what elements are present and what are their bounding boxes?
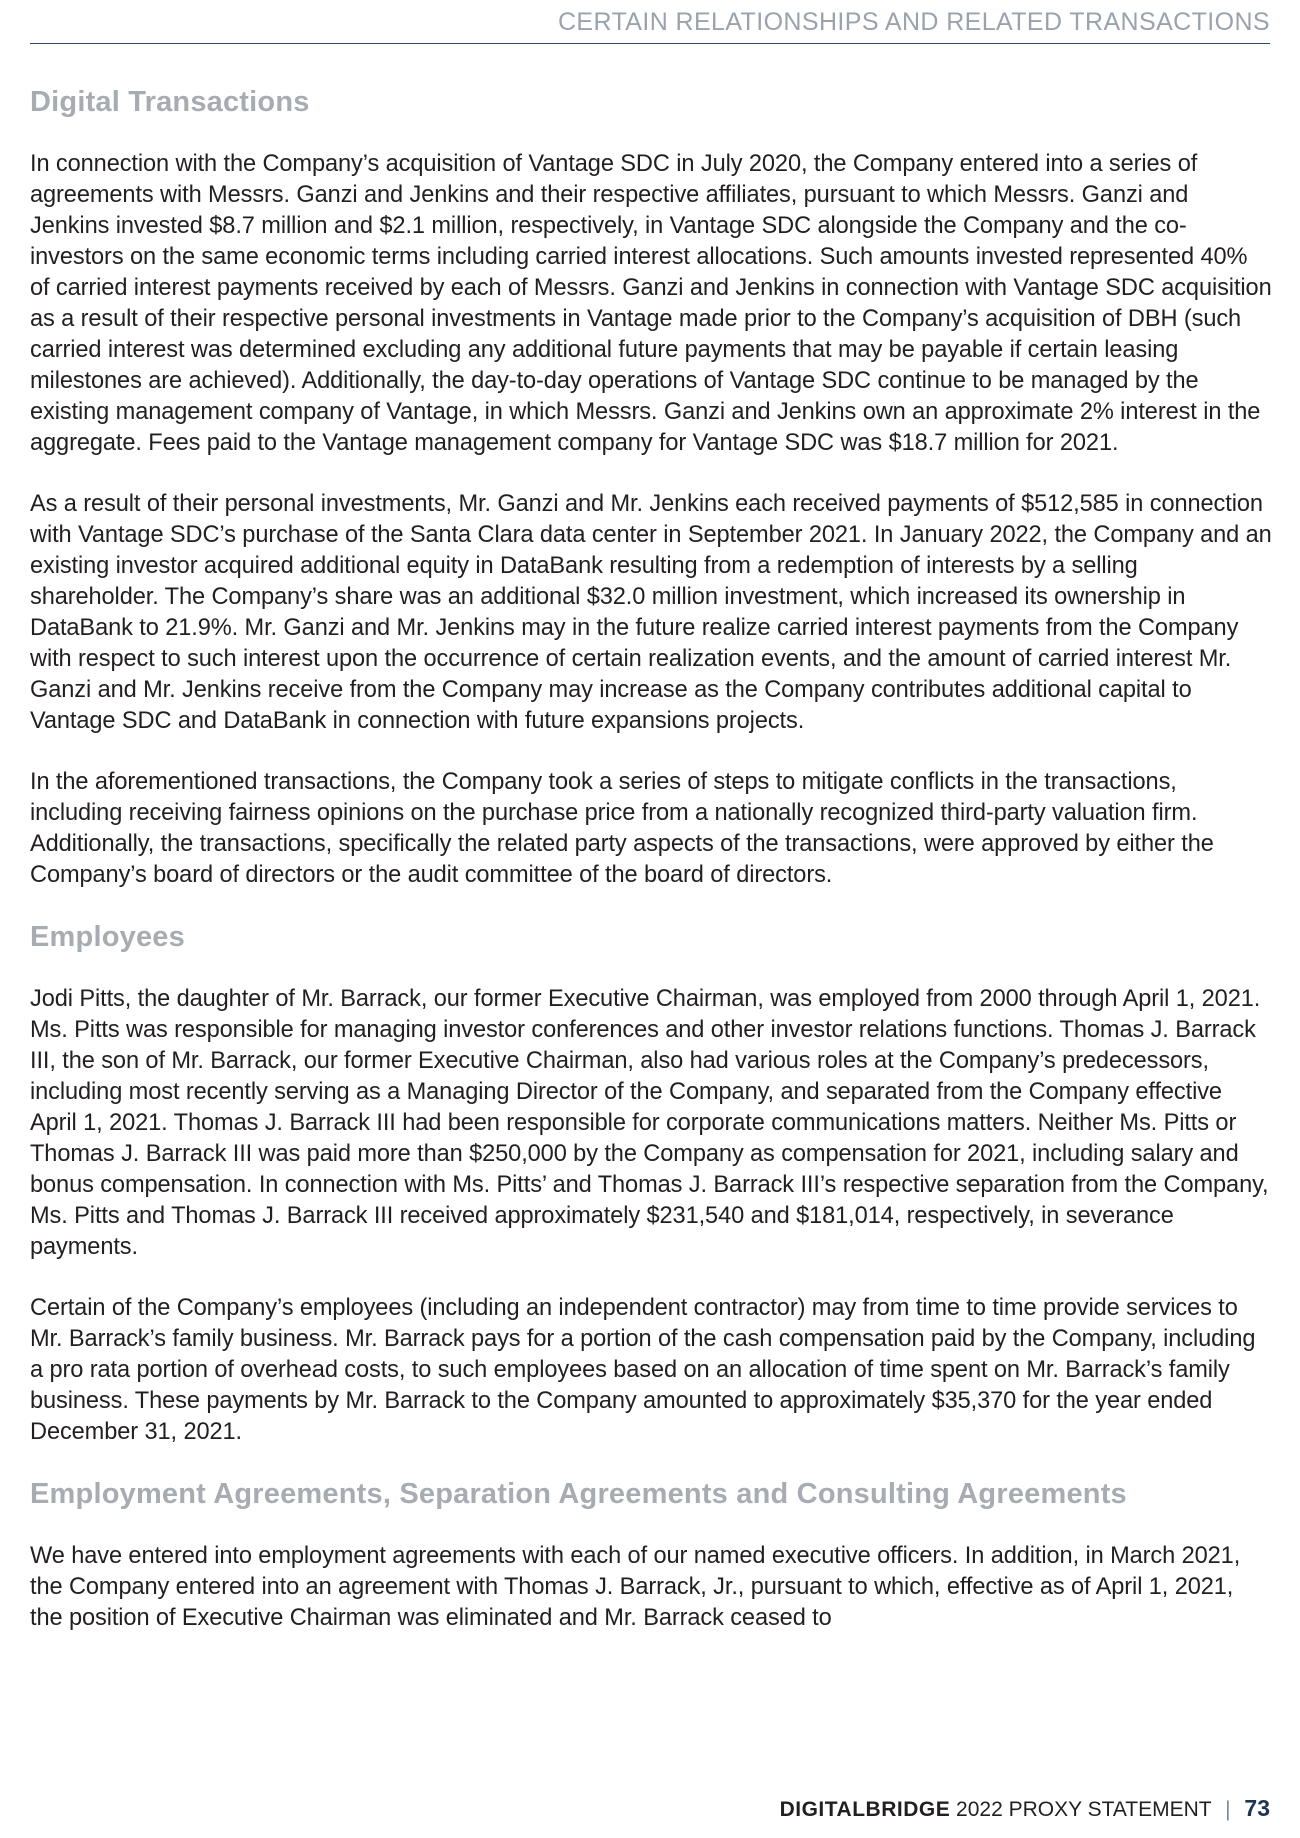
footer-separator: | [1225,1798,1231,1821]
paragraph: In connection with the Company’s acquisition of Vantage SDC in July 2020, the Company entered into a series of agreements with Messrs. Ganzi and Jenkins and their respective affiliates, pursuant to which Messrs. Ganzi and Jenkins invested $8.7 million and $2.1 million, respectively, in Vantage SDC alongside the Company and the co-investors on the same economic terms including carried interest allocations. Such amounts invested represented 40% of carried interest payments received by each of Messrs. Ganzi and Jenkins in connection with Vantage SDC acquisition as a result of their respective personal investments in Vantage made prior to the Company’s acquisition of DBH (such carried interest was determined excluding any additional future payments that may be payable if certain leasing milestones are achieved). Additionally, the day-to-day operations of Vantage SDC continue to be managed by the existing management company of Vantage, in which Messrs. Ganzi and Jenkins own an approximate 2% interest in the aggregate. Fees paid to the Vantage management company for Vantage SDC was $18.7 million for 2021. [30,151,1272,456]
paragraph: Certain of the Company’s employees (including an independent contractor) may from time to time provide services to Mr. Barrack’s family business. Mr. Barrack pays for a portion of the cash compensation paid by the Company, including a pro rata portion of overhead costs, to such employees based on an allocation of time spent on Mr. Barrack’s family business. These payments by Mr. Barrack to the Company amounted to approximately $35,370 for the year ended December 31, 2021. [30,1295,1256,1445]
footer-document-title: 2022 PROXY STATEMENT [956,1798,1212,1821]
page-body [30,86,1272,1664]
section-digital-transactions [30,86,1272,891]
paragraph: We have entered into employment agreements with each of our named executive officers. In addition, in March 2021, the Company entered into an agreement with Thomas J. Barrack, Jr., pursuant to which, effective as of April 1, 2021, the position of Executive Chairman was eliminated and Mr. Barrack ceased to [30,1543,1241,1631]
section-employment-agreements [30,1478,1272,1634]
page-number: 73 [1244,1795,1270,1821]
paragraph: As a result of their personal investments, Mr. Ganzi and Mr. Jenkins each received payments of $512,585 in connection with Vantage SDC’s purchase of the Santa Clara data center in September 2021. In January 2022, the Company and an existing investor acquired additional equity in DataBank resulting from a redemption of interests by a selling shareholder. The Company’s share was an additional $32.0 million investment, which increased its ownership in DataBank to 21.9%. Mr. Ganzi and Mr. Jenkins may in the future realize carried interest payments from the Company with respect to such interest upon the occurrence of certain realization events, and the amount of carried interest Mr. Ganzi and Mr. Jenkins receive from the Company may increase as the Company contributes additional capital to Vantage SDC and DataBank in connection with future expansions projects. [30,491,1272,734]
page-footer [780,1795,1270,1822]
footer-brand: DIGITALBRIDGE [779,1798,951,1821]
section-heading: Digital Transactions [30,86,310,118]
section-heading: Employees [30,921,185,953]
paragraph: In the aforementioned transactions, the Company took a series of steps to mitigate conflicts in the transactions, including receiving fairness opinions on the purchase price from a nationally recognized third-party valuation firm. Additionally, the transactions, specifically the related party aspects of the transactions, were approved by either the Company’s board of directors or the audit committee of the board of directors. [30,769,1214,888]
paragraph: Jodi Pitts, the daughter of Mr. Barrack, our former Executive Chairman, was employed from 2000 through April 1, 2021. Ms. Pitts was responsible for managing investor conferences and other investor relations functions. Thomas J. Barrack III, the son of Mr. Barrack, our former Executive Chairman, also had various roles at the Company’s predecessors, including most recently serving as a Managing Director of the Company, and separated from the Company effective April 1, 2021. Thomas J. Barrack III had been responsible for corporate communications matters. Neither Ms. Pitts or Thomas J. Barrack III was paid more than $250,000 by the Company as compensation for 2021, including salary and bonus compensation. In connection with Ms. Pitts’ and Thomas J. Barrack III’s respective separation from the Company, Ms. Pitts and Thomas J. Barrack III received approximately $231,540 and $181,014, respectively, in severance payments. [30,986,1269,1260]
section-employees [30,921,1272,1448]
section-heading: Employment Agreements, Separation Agreements and Consulting Agreements [30,1478,1127,1510]
running-header: CERTAIN RELATIONSHIPS AND RELATED TRANSACTIONS [30,8,1270,44]
